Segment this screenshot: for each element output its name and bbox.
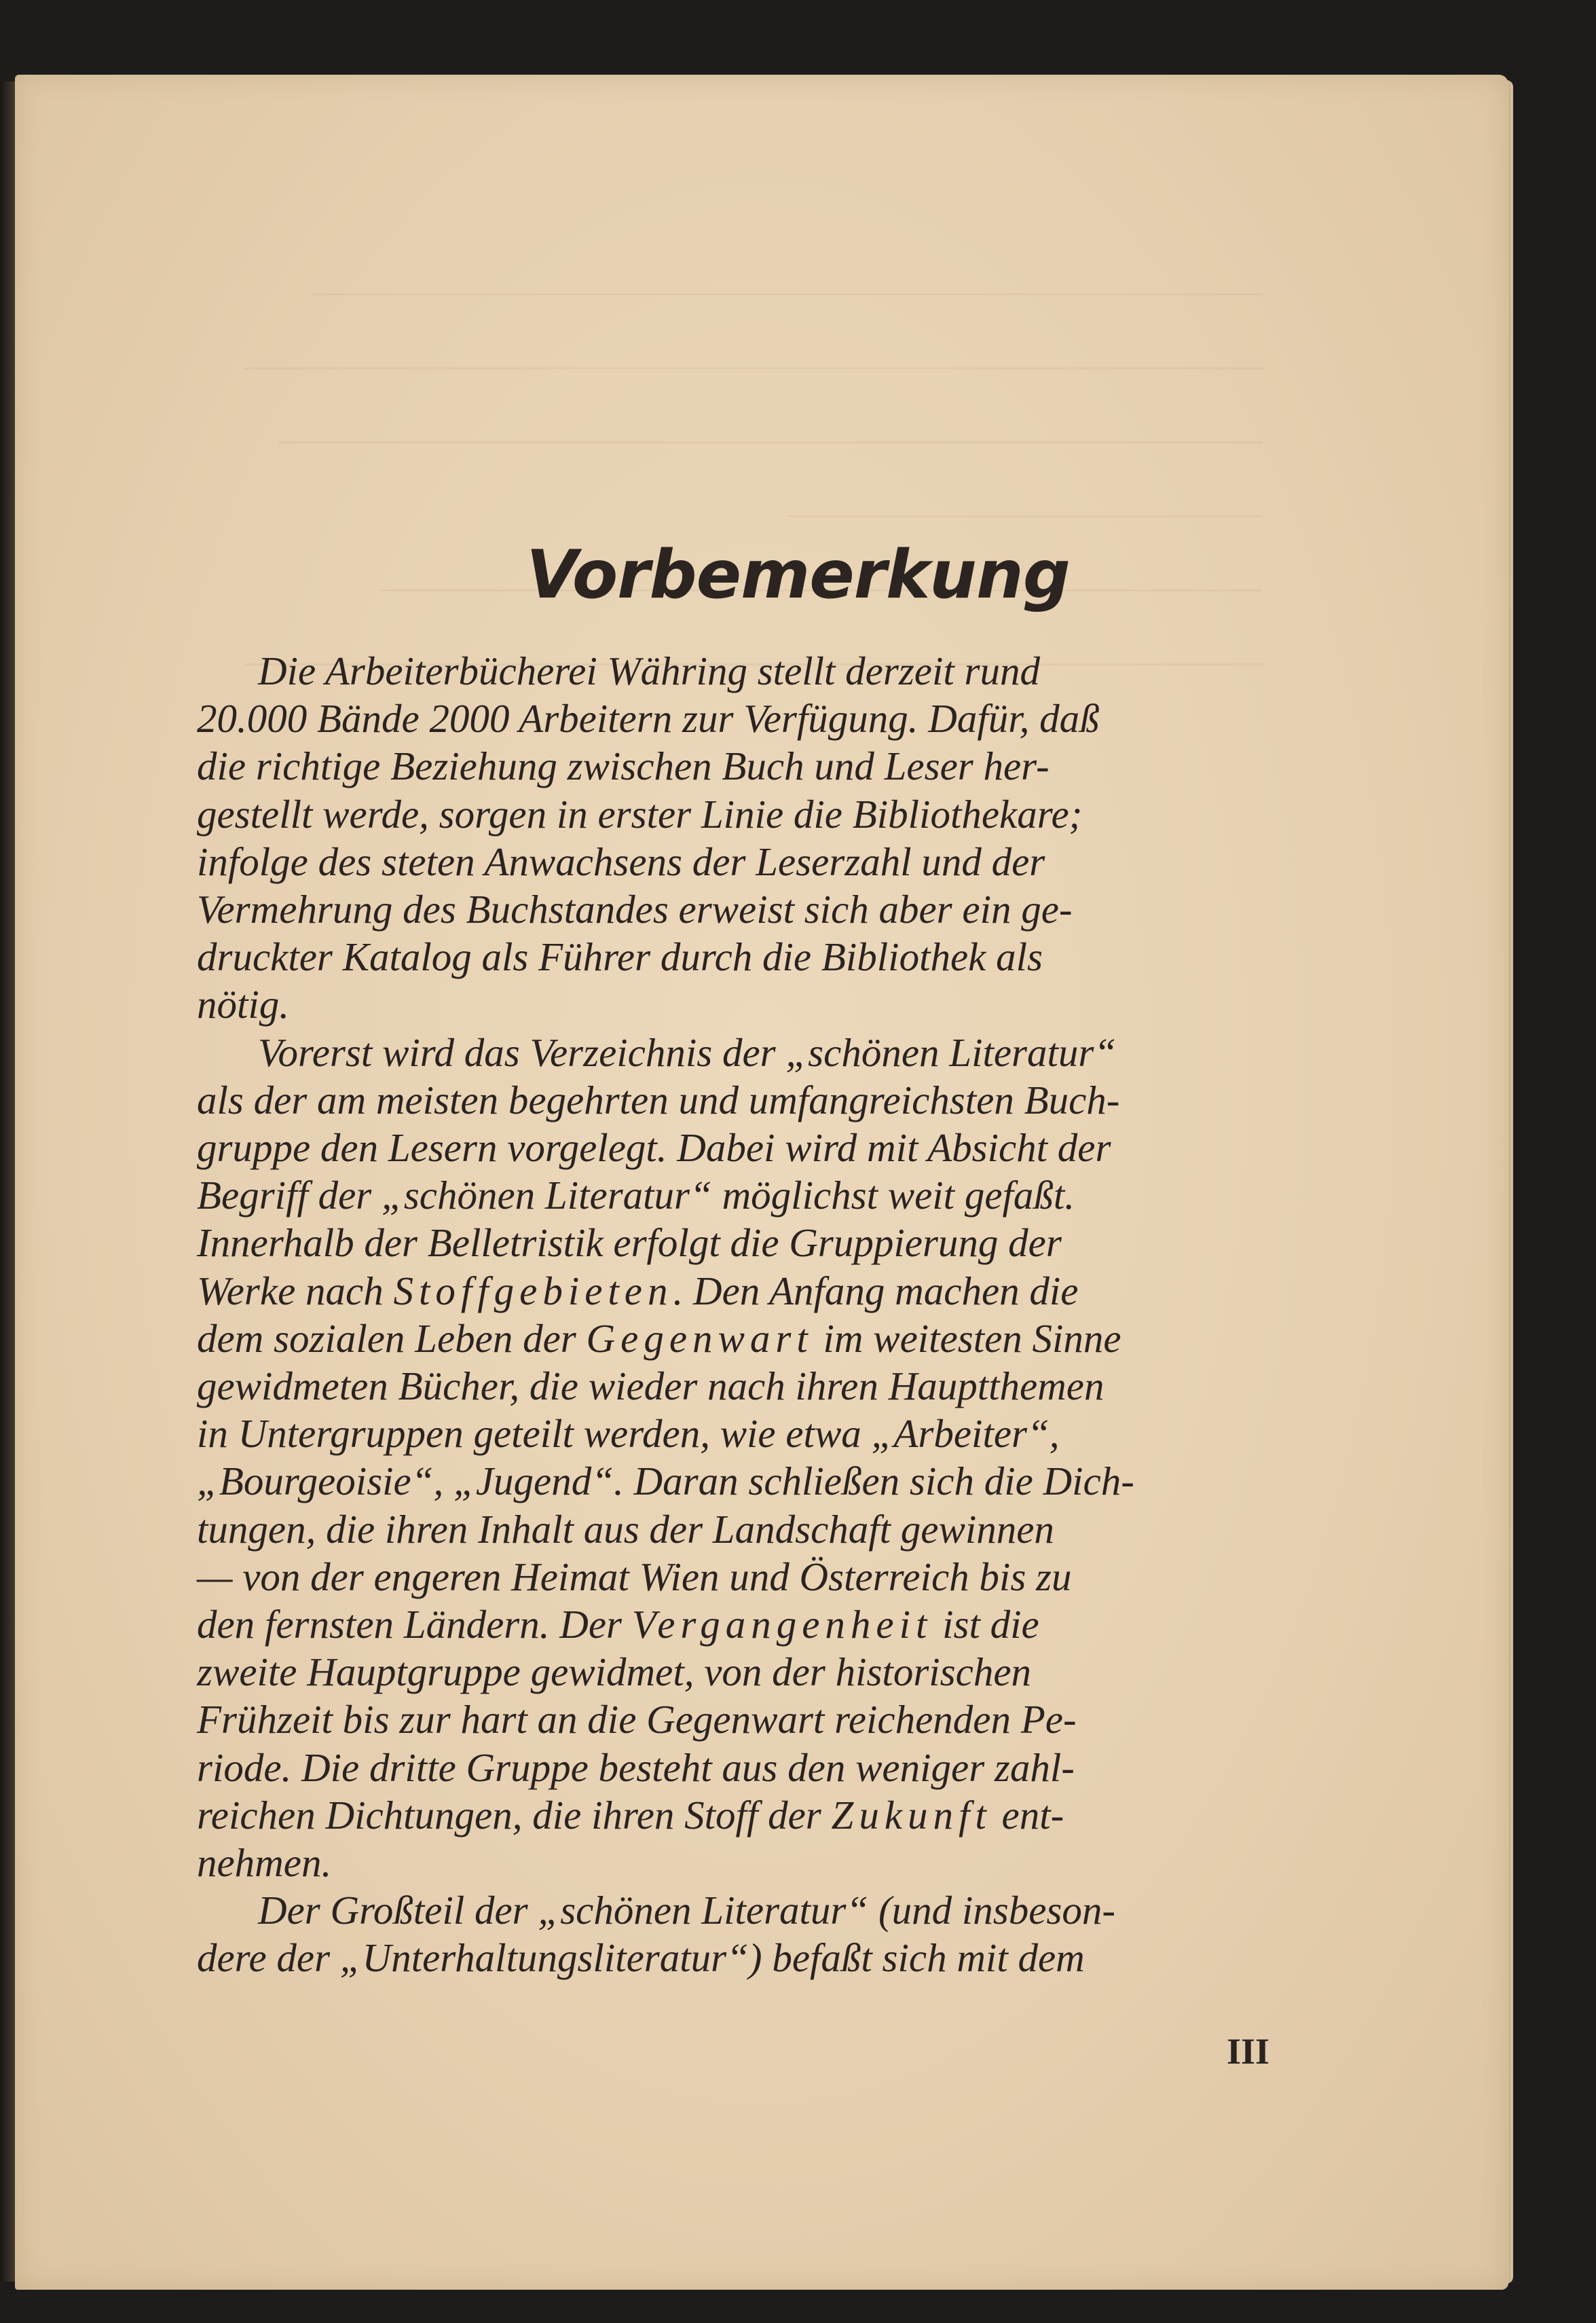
text-fragment: den fernsten Ländern. Der <box>197 1602 632 1647</box>
text-line: druckter Katalog als Führer durch die Bibliothek als <box>197 934 1043 980</box>
text-line: Begriff der „schönen Literatur“ möglichst weit gefaßt. <box>197 1173 1075 1218</box>
paragraph-3 <box>197 1886 1273 1981</box>
text-line: dere der „Unterhaltungsliteratur“) befaßt sich mit dem <box>197 1935 1085 1981</box>
text-line: gewidmeten Bücher, die wieder nach ihren Hauptthemen <box>197 1364 1105 1409</box>
text-line: in Untergruppen geteilt werden, wie etwa „Arbeiter“, <box>197 1411 1060 1457</box>
text-fragment: ent- <box>991 1792 1064 1837</box>
text-line <box>197 1601 1273 1648</box>
page-title: Vorbemerkung <box>526 536 1070 614</box>
text-line <box>197 1267 1273 1315</box>
body-text <box>197 647 1273 1982</box>
spaced-term: Vergangenheit <box>631 1602 933 1647</box>
text-line: tungen, die ihren Inhalt aus der Landschaft gewinnen <box>197 1506 1054 1552</box>
text-fragment: im weitesten Sinne <box>813 1315 1121 1361</box>
text-line <box>197 1315 1273 1362</box>
spaced-term: Gegenwart <box>586 1315 813 1361</box>
text-line: Vorerst wird das Verzeichnis der „schönen Literatur“ <box>258 1029 1117 1075</box>
text-fragment: Werke nach <box>197 1268 394 1313</box>
paragraph-1 <box>197 647 1273 1029</box>
text-line: nötig. <box>197 982 290 1027</box>
text-line: „Bourgeoisie“, „Jugend“. Daran schließen sich die Dich- <box>197 1459 1134 1504</box>
text-line: Vermehrung des Buchstandes erweist sich aber ein ge- <box>197 887 1073 932</box>
spaced-term: Stoffgebieten <box>393 1268 673 1313</box>
spaced-term: Zukunft <box>831 1792 992 1837</box>
text-line: — von der engeren Heimat Wien und Österreich bis zu <box>197 1554 1072 1599</box>
text-line: die richtige Beziehung zwischen Buch und Leser her- <box>197 744 1050 789</box>
text-fragment: ist die <box>932 1602 1039 1647</box>
text-line: Innerhalb der Belletristik erfolgt die Gruppierung der <box>197 1220 1062 1266</box>
text-line: riode. Die dritte Gruppe besteht aus den weniger zahl- <box>197 1744 1075 1790</box>
text-fragment: dem sozialen Leben der <box>197 1315 587 1361</box>
text-line: Frühzeit bis zur hart an die Gegenwart reichenden Pe- <box>197 1697 1077 1742</box>
text-line: gruppe den Lesern vorgelegt. Dabei wird mit Absicht der <box>197 1125 1111 1171</box>
text-line: Der Großteil der „schönen Literatur“ (und insbeson- <box>258 1888 1115 1933</box>
book-spine <box>0 81 16 2282</box>
text-line: Die Arbeiterbücherei Währing stellt derzeit rund <box>258 648 1040 693</box>
text-fragment: . Den Anfang machen die <box>673 1268 1079 1313</box>
text-line: zweite Hauptgruppe gewidmet, von der historischen <box>197 1649 1032 1695</box>
text-fragment: reichen Dichtungen, die ihren Stoff der <box>197 1792 832 1837</box>
paragraph-2 <box>197 1029 1273 1887</box>
text-line: nehmen. <box>197 1840 332 1886</box>
text-line: infolge des steten Anwachsens der Leserzahl und der <box>197 839 1045 884</box>
text-line: 20.000 Bände 2000 Arbeitern zur Verfügung. Dafür, daß <box>197 696 1100 742</box>
page-number: III <box>1226 2031 1269 2072</box>
text-line: als der am meisten begehrten und umfangreichsten Buch- <box>197 1077 1120 1122</box>
text-line: gestellt werde, sorgen in erster Linie die Bibliothekare; <box>197 791 1083 837</box>
text-line <box>197 1791 1273 1839</box>
